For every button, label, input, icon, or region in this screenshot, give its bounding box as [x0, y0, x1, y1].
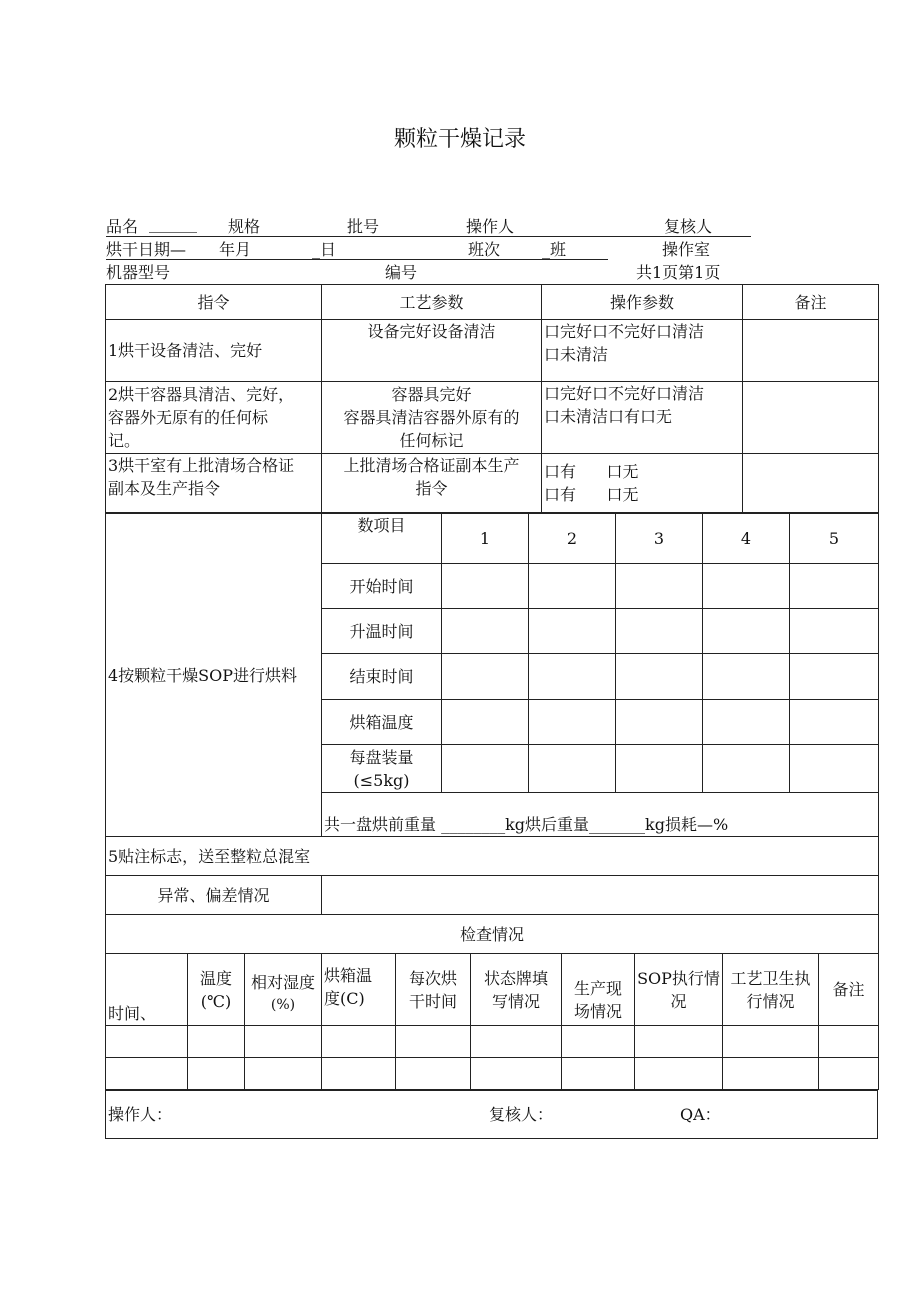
- step4-row-load: [322, 745, 442, 793]
- operator-label: 操作人: [466, 217, 515, 236]
- inspection-col-humidity: [245, 954, 322, 1026]
- inspection-col-temp-line2: (℃): [200, 991, 232, 1011]
- abnormal-input[interactable]: [322, 876, 879, 915]
- number-label: 编号: [385, 263, 418, 282]
- abnormal-label: 异常、偏差情况: [106, 876, 322, 915]
- step4-col-2: 2: [529, 514, 616, 564]
- footer-cell: [106, 1091, 878, 1139]
- step3-instruction-line2: 副本及生产指令: [108, 479, 221, 498]
- inspection-col-each-line1: 每次烘: [408, 968, 457, 988]
- inspection-col-hygiene-line1: 工艺卫生执: [730, 968, 811, 988]
- footer-reviewer: 复核人：: [489, 1105, 554, 1124]
- header-underline-1: [106, 236, 751, 237]
- step1-process: 设备完好设备清洁: [322, 320, 542, 382]
- inspection-data-row: [106, 1026, 879, 1058]
- batch-label: 批号: [347, 217, 380, 236]
- inspection-col-humidity-line1: 相对湿度: [250, 972, 315, 992]
- step4-col-5: 5: [790, 514, 879, 564]
- machine-model-label: 机器型号: [106, 263, 171, 282]
- inspection-cell[interactable]: [723, 1058, 819, 1090]
- step4-cell[interactable]: [703, 700, 790, 745]
- step2-operation: [542, 382, 743, 454]
- inspection-cell[interactable]: [188, 1026, 245, 1058]
- step1-instruction: 1烘干设备清洁、完好: [106, 320, 322, 382]
- step3-remark[interactable]: [743, 454, 879, 513]
- abnormal-row: [106, 876, 879, 915]
- step4-cell[interactable]: [442, 654, 529, 700]
- step4-summary[interactable]: 共一盘烘前重量 ________kg烘后重量_______kg损耗—%: [322, 793, 879, 837]
- step2-process: [322, 382, 542, 454]
- inspection-col-each-line2: 干时间: [408, 991, 457, 1011]
- inspection-col-oven-line2: 度(C): [324, 989, 365, 1008]
- room-label: 操作室: [662, 240, 711, 259]
- inspection-cell[interactable]: [819, 1026, 879, 1058]
- inspection-cell[interactable]: [471, 1058, 562, 1090]
- step5-row: [106, 837, 879, 876]
- inspection-col-humidity-line2: (%): [270, 996, 296, 1013]
- step4-cell[interactable]: [442, 609, 529, 654]
- dry-date-label: 烘干日期—: [106, 240, 187, 259]
- step3-instruction: [106, 454, 322, 513]
- inspection-cell[interactable]: [322, 1026, 396, 1058]
- drying-record-table: [105, 284, 879, 513]
- inspection-col-sop-line1: SOP执行情: [637, 968, 720, 988]
- inspection-cell[interactable]: [245, 1058, 322, 1090]
- inspection-cell[interactable]: [322, 1058, 396, 1090]
- step2-instruction: [106, 382, 322, 454]
- step4-cell[interactable]: [616, 654, 703, 700]
- shift-unit-label: _班: [542, 240, 567, 259]
- inspection-col-site-line2: 场情况: [573, 1002, 622, 1021]
- step2-process-line2: 容器具清洁容器外原有的: [343, 408, 520, 427]
- header-instruction: 指令: [106, 285, 322, 320]
- step2-instruction-line1: 2烘干容器具清洁、完好，: [108, 385, 295, 404]
- step4-cell[interactable]: [529, 564, 616, 609]
- inspection-cell[interactable]: [106, 1058, 188, 1090]
- inspection-col-temp-line1: 温度: [199, 968, 232, 988]
- step1-op-line2[interactable]: 口未清洁: [544, 345, 609, 364]
- step4-cell[interactable]: [790, 609, 879, 654]
- inspection-cell[interactable]: [562, 1058, 635, 1090]
- step4-col-4: 4: [703, 514, 790, 564]
- reviewer-label: 复核人: [664, 217, 713, 236]
- step4-cell[interactable]: [442, 700, 529, 745]
- inspection-cell[interactable]: [396, 1058, 471, 1090]
- step4-cell[interactable]: [790, 745, 879, 793]
- inspection-col-hygiene: [723, 954, 819, 1026]
- step4-instruction: 4按颗粒干燥SOP进行烘料: [106, 514, 322, 837]
- footer-operator: 操作人：: [108, 1105, 173, 1124]
- header-underline-2: [106, 259, 608, 260]
- header-operation-params: 操作参数: [542, 285, 743, 320]
- step4-cell[interactable]: [703, 745, 790, 793]
- shift-label: 班次: [468, 240, 501, 259]
- step1-remark[interactable]: [743, 320, 879, 382]
- inspection-cell[interactable]: [635, 1026, 723, 1058]
- step4-cell[interactable]: [703, 654, 790, 700]
- step3-op-line1[interactable]: 口有 口无: [544, 462, 639, 481]
- step4-row-end-time: 结束时间: [322, 654, 442, 700]
- inspection-col-time: 时间、: [106, 954, 188, 1026]
- step2-process-line1: 容器具完好: [391, 385, 472, 404]
- step4-cell[interactable]: [790, 654, 879, 700]
- step4-row-heat-time: 升温时间: [322, 609, 442, 654]
- step1-op-line1[interactable]: 口完好口不完好口清洁: [544, 322, 705, 341]
- step4-cell[interactable]: [529, 700, 616, 745]
- product-name-blank: ______: [149, 214, 197, 233]
- step3-instruction-line1: 3烘干室有上批清场合格证: [108, 456, 295, 475]
- footer-table: [105, 1090, 878, 1139]
- step4-cell[interactable]: [790, 564, 879, 609]
- step4-row-start-time: 开始时间: [322, 564, 442, 609]
- step2-process-line3: 任何标记: [399, 431, 464, 450]
- inspection-col-oven-line1: 烘箱温: [324, 966, 373, 985]
- header-process-params: 工艺参数: [322, 285, 542, 320]
- header-remark: 备注: [743, 285, 879, 320]
- inspection-data-row: [106, 1058, 879, 1090]
- day-label: _日: [312, 240, 337, 259]
- inspection-col-status-line2: 写情况: [491, 991, 540, 1011]
- inspection-cell[interactable]: [723, 1026, 819, 1058]
- inspection-col-site: [562, 954, 635, 1026]
- product-name-label: 品名: [106, 217, 139, 236]
- step5-table: [105, 836, 879, 954]
- spec-label: 规格: [228, 217, 261, 236]
- step4-cell[interactable]: [529, 609, 616, 654]
- step1-operation: [542, 320, 743, 382]
- step4-cell[interactable]: [616, 564, 703, 609]
- table-header-row: [106, 285, 879, 320]
- step3-process-line1: 上批清场合格证副本生产: [343, 456, 520, 475]
- inspection-col-temp: [188, 954, 245, 1026]
- step4-col-3: 3: [616, 514, 703, 564]
- step3-op-line2[interactable]: 口有 口无: [544, 485, 639, 504]
- inspection-col-each: [396, 954, 471, 1026]
- inspection-cell[interactable]: [396, 1026, 471, 1058]
- inspection-col-status-line1: 状态牌填: [483, 968, 548, 988]
- inspection-cell[interactable]: [819, 1058, 879, 1090]
- inspection-title: 检查情况: [106, 915, 879, 954]
- step4-cell[interactable]: [703, 609, 790, 654]
- step2-remark[interactable]: [743, 382, 879, 454]
- step4-item-header: 数项目: [322, 514, 442, 564]
- inspection-col-sop-line2: 况: [670, 991, 687, 1011]
- step3-operation: [542, 454, 743, 513]
- step4-cell[interactable]: [616, 609, 703, 654]
- step1-row: [106, 320, 879, 382]
- step4-cell[interactable]: [529, 745, 616, 793]
- step4-cell[interactable]: [442, 745, 529, 793]
- page-title: 颗粒干燥记录: [393, 127, 526, 152]
- step4-cell[interactable]: [616, 745, 703, 793]
- footer-qa: QA：: [680, 1105, 721, 1124]
- inspection-col-hygiene-line2: 行情况: [746, 991, 795, 1011]
- page-label: 共1页第1页: [636, 263, 721, 282]
- year-month-label: 年月: [219, 240, 252, 259]
- step4-cell[interactable]: [442, 564, 529, 609]
- step3-process: [322, 454, 542, 513]
- inspection-col-status: [471, 954, 562, 1026]
- step3-row: [106, 454, 879, 513]
- inspection-col-oven: [322, 954, 396, 1026]
- inspection-table: [105, 953, 879, 1090]
- inspection-cell[interactable]: [635, 1058, 723, 1090]
- step4-cell[interactable]: [703, 564, 790, 609]
- inspection-cell[interactable]: [245, 1026, 322, 1058]
- inspection-title-row: [106, 915, 879, 954]
- inspection-col-sop: [635, 954, 723, 1026]
- step4-cell[interactable]: [616, 700, 703, 745]
- inspection-header-row: [106, 954, 879, 1026]
- step4-col-1: 1: [442, 514, 529, 564]
- step2-instruction-line3: 记。: [108, 431, 141, 450]
- inspection-cell[interactable]: [106, 1026, 188, 1058]
- footer-row: [106, 1091, 878, 1139]
- step2-op-line1[interactable]: 口完好口不完好口清洁: [544, 384, 705, 403]
- step4-load-line2: (≤5kg): [353, 770, 410, 790]
- step4-cell[interactable]: [790, 700, 879, 745]
- inspection-col-remark: 备注: [819, 954, 879, 1026]
- step2-row: [106, 382, 879, 454]
- inspection-cell[interactable]: [562, 1026, 635, 1058]
- step5-instruction: 5贴注标志，送至整粒总混室: [106, 837, 879, 876]
- inspection-col-site-line1: 生产现: [573, 979, 622, 998]
- step4-table: [105, 513, 879, 837]
- step2-instruction-line2: 容器外无原有的任何标: [108, 408, 269, 427]
- step4-cell[interactable]: [529, 654, 616, 700]
- step4-row-oven-temp: 烘箱温度: [322, 700, 442, 745]
- step4-load-line1: 每盘装量: [349, 747, 414, 767]
- step3-process-line2: 指令: [415, 479, 448, 498]
- step2-op-line2[interactable]: 口未清洁口有口无: [544, 407, 673, 426]
- inspection-cell[interactable]: [188, 1058, 245, 1090]
- inspection-cell[interactable]: [471, 1026, 562, 1058]
